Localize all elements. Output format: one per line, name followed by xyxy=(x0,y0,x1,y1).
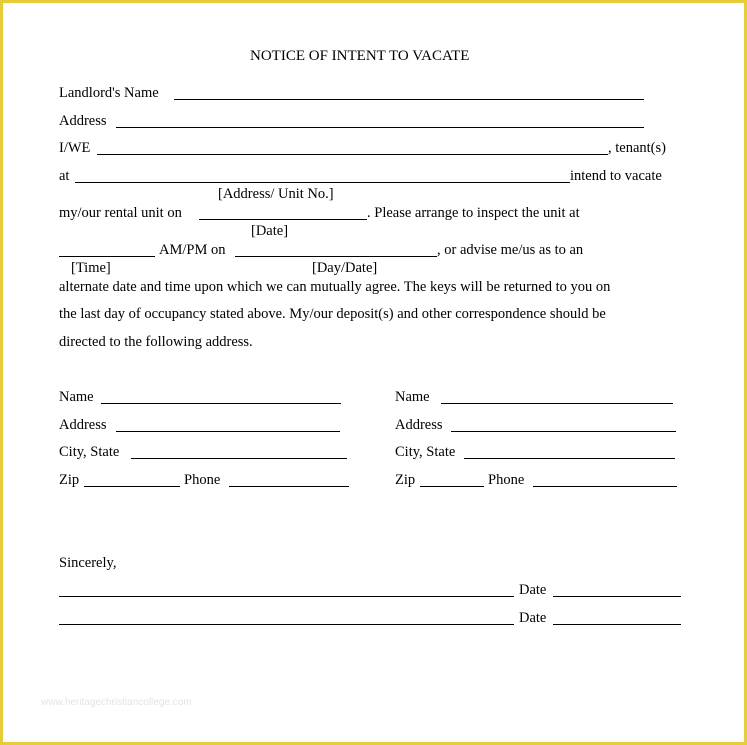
right-city-state-line[interactable] xyxy=(464,458,675,459)
time-caption: [Time] xyxy=(71,260,111,276)
left-address-line[interactable] xyxy=(116,431,340,432)
left-name-line[interactable] xyxy=(101,403,341,404)
date-label-1: Date xyxy=(519,582,547,598)
vacate-date-line[interactable] xyxy=(199,219,367,220)
left-address-label: Address xyxy=(59,417,107,433)
paragraph-line-1: alternate date and time upon which we can mutually agree. The keys will be returned to you on xyxy=(59,279,611,295)
landlord-name-label: Landlord's Name xyxy=(59,85,159,101)
landlord-name-line[interactable] xyxy=(174,99,644,100)
watermark: www.heritagechristiancollege.com xyxy=(41,697,192,708)
paragraph-line-3: directed to the following address. xyxy=(59,334,253,350)
left-city-state-label: City, State xyxy=(59,444,120,460)
inspect-time-line[interactable] xyxy=(59,256,155,257)
landlord-address-line[interactable] xyxy=(116,127,644,128)
tenants-label: , tenant(s) xyxy=(608,140,666,156)
right-phone-label: Phone xyxy=(488,472,525,488)
left-phone-label: Phone xyxy=(184,472,221,488)
signature-line-2[interactable] xyxy=(59,624,514,625)
landlord-address-label: Address xyxy=(59,113,107,129)
right-address-label: Address xyxy=(395,417,443,433)
document-title: NOTICE OF INTENT TO VACATE xyxy=(250,48,470,64)
right-name-label: Name xyxy=(395,389,430,405)
at-label: at xyxy=(59,168,70,184)
date-label-2: Date xyxy=(519,610,547,626)
inspect-day-date-line[interactable] xyxy=(235,256,437,257)
signature-date-line-1[interactable] xyxy=(553,596,681,597)
iwe-label: I/WE xyxy=(59,140,91,156)
signature-date-line-2[interactable] xyxy=(553,624,681,625)
address-unit-caption: [Address/ Unit No.] xyxy=(218,186,334,202)
left-zip-label: Zip xyxy=(59,472,80,488)
inspect-label: . Please arrange to inspect the unit at xyxy=(367,205,580,221)
rental-unit-label: my/our rental unit on xyxy=(59,205,182,221)
date-caption: [Date] xyxy=(251,223,289,239)
paragraph-line-2: the last day of occupancy stated above. My/our deposit(s) and other correspondence should be xyxy=(59,306,606,322)
right-zip-line[interactable] xyxy=(420,486,484,487)
right-name-line[interactable] xyxy=(441,403,673,404)
advise-label: , or advise me/us as to an xyxy=(437,242,584,258)
sincerely-label: Sincerely, xyxy=(59,555,117,571)
ampm-label: AM/PM on xyxy=(159,242,226,258)
right-phone-line[interactable] xyxy=(533,486,677,487)
signature-line-1[interactable] xyxy=(59,596,514,597)
left-zip-line[interactable] xyxy=(84,486,180,487)
right-city-state-label: City, State xyxy=(395,444,456,460)
left-name-label: Name xyxy=(59,389,94,405)
day-date-caption: [Day/Date] xyxy=(312,260,378,276)
left-phone-line[interactable] xyxy=(229,486,349,487)
left-city-state-line[interactable] xyxy=(131,458,347,459)
tenant-names-line[interactable] xyxy=(97,154,608,155)
right-zip-label: Zip xyxy=(395,472,416,488)
right-address-line[interactable] xyxy=(451,431,676,432)
intend-to-vacate-label: intend to vacate xyxy=(570,168,662,184)
vacate-address-line[interactable] xyxy=(75,182,570,183)
